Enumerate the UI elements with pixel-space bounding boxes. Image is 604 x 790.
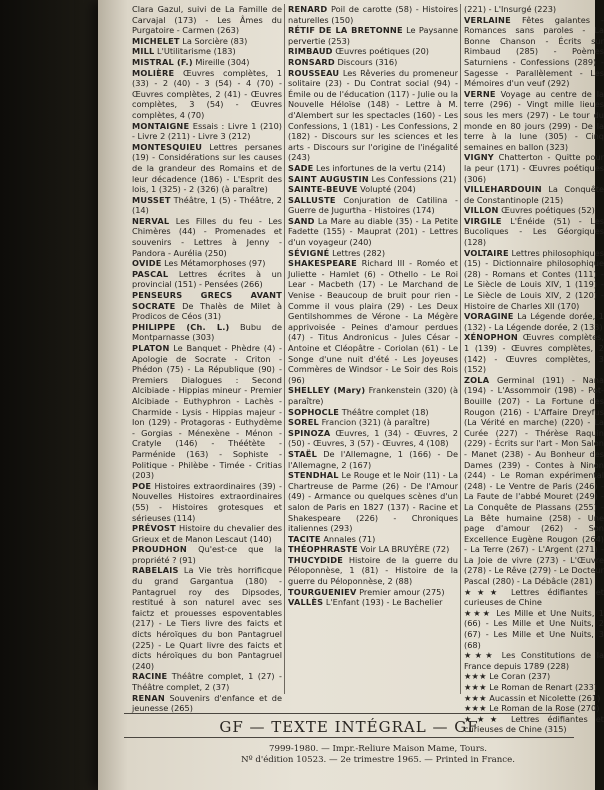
catalogue-entry <box>288 385 458 406</box>
entry-titles: Les Métamorphoses (97) <box>164 258 266 269</box>
imprint-line: Nº d'édition 10523. — 2e trimestre 1965. — Printed in France. <box>241 755 515 765</box>
entry-author: THÉOPHRASTE <box>288 544 358 555</box>
entry-titles: Le Coran (237) <box>489 671 551 682</box>
entry-titles: Mireille (304) <box>195 56 250 67</box>
entry-titles: Conjuration de Catilina - Guerre de Jugurtha - Histoires (174) <box>288 194 458 216</box>
entry-author: VALLÈS <box>288 597 324 608</box>
entry-titles: Œuvres poétiques (52) <box>501 205 595 216</box>
entry-titles: De Thalès de Milet à Prodicos de Céos (31) <box>132 300 283 322</box>
entry-titles: La Vie très horrificque du grand Gargantua (180) - Pantagruel roy des Dipsodes, restitué à son naturel avec ses faictz et prouesses espoventables (217) - Le Tiers livre des faicts et dicts héroïques du bon Pantagruel (225) - Le Quart livre des faicts et dicts héroïques du bon Pantagruel (240) <box>132 565 283 671</box>
entry-author: ★★★ <box>464 692 487 703</box>
entry-titles: Bubu de Montparnasse (303) <box>132 321 282 343</box>
entry-author: SHAKESPEARE <box>288 258 357 269</box>
entry-titles: Le Banquet - Phèdre (4) - Apologie de Socrate - Criton - Phédon (75) - La République (90) - Premiers Dialogues : Second Alcibiade - Hippias mineur - Premier Alcibiade - Euthyphron - Lachès - Charmide - Lysis - Hippias majeur - Ion (129) - Protagoras - Euthydème - Gorgias - Ménexène - Ménon - Cratyle (146) - Théétète - Parménide (163) - Sophiste - Politique - Philèbe - Timée - Critias (203) <box>132 343 282 481</box>
entry-author: ★★★ <box>464 650 496 661</box>
entry-titles: La Sorcière (83) <box>182 35 248 46</box>
entry-author: RENAN <box>132 692 165 703</box>
catalogue-entry <box>288 248 458 259</box>
catalogue-entry <box>464 587 604 608</box>
entry-author: ★★★ <box>464 682 487 692</box>
entry-author: ★★★ <box>464 703 487 714</box>
book-page <box>98 0 604 790</box>
entry-author: SÉVIGNÉ <box>288 247 330 258</box>
entry-author: ★★★ <box>464 586 503 597</box>
entry-author: PROUDHON <box>132 544 187 555</box>
entry-author: VILLEHARDOUIN <box>464 184 542 195</box>
entry-author: SAINT AUGUSTIN <box>288 173 369 184</box>
entry-titles: La Conquête de Constantinople (215) <box>464 184 604 205</box>
entry-author: SAINTE-BEUVE <box>288 184 358 195</box>
catalogue-entry <box>288 68 458 163</box>
entry-titles: Frankenstein (320) (à paraître) <box>288 385 458 406</box>
entry-titles: Essais : Livre 1 (210) - Livre 2 (211) - Livre 3 (212) <box>132 120 282 142</box>
entry-titles: L'Utilitarisme (183) <box>157 46 236 57</box>
entry-titles: De l'Allemagne, 1 (166) - De l'Allemagne, 2 (167) <box>288 448 458 470</box>
catalogue-entry <box>132 68 282 121</box>
catalogue-column-3 <box>464 4 604 735</box>
imprint <box>188 744 568 766</box>
catalogue-entry <box>288 4 458 25</box>
entry-titles: Poil de carotte (58) - Histoires naturelles (150) <box>288 4 458 25</box>
entry-titles: Le Rouge et le Noir (11) - La Chartreuse de Parme (26) - De l'Amour (49) - Armance ou quelques scènes d'un salon de Paris en 1827 (137) - Racine et Shakespeare (226) - Chroniques italiennes (293) <box>288 470 458 534</box>
column-divider <box>284 4 285 694</box>
catalogue-entry <box>288 534 458 545</box>
entry-author: MISTRAL (F.) <box>132 56 193 67</box>
entry-titles: Lettres persanes (19) - Considérations sur les causes de la grandeur des Romains et de leur décadence (186) - L'Esprit des lois, 1 (325) - 2 (326) (à paraître) <box>132 141 282 195</box>
entry-author: SALLUSTE <box>288 194 336 205</box>
catalogue-entry <box>464 205 604 216</box>
entry-titles: Annales (71) <box>323 533 376 544</box>
entry-titles: La Légende dorée, 1 (132) - La Légende dorée, 2 (133) <box>464 311 604 332</box>
entry-titles: Lettres édifiantes et curieuses de Chine (315) <box>464 713 604 735</box>
entry-titles: Lettres philosophiques (15) - Dictionnaire philosophique (28) - Romans et Contes (111) - Le Siècle de Louis XIV, 1 (119) - Le Siècle de Louis XIV, 2 (120) - Histoire de Charles XII (170) <box>464 247 604 311</box>
entry-author: VORAGINE <box>464 311 514 322</box>
entry-author: RONSARD <box>288 56 335 67</box>
entry-author: RENARD <box>288 4 328 14</box>
entry-titles: Le Paysanne pervertie (253) <box>288 25 458 46</box>
entry-titles: Le Roman de Renart (233) <box>489 682 598 692</box>
catalogue-entry <box>132 290 282 322</box>
entry-titles: Les Constitutions de la France depuis 1789 (228) <box>464 650 604 671</box>
catalogue-entry <box>132 142 282 195</box>
entry-author: PLATON <box>132 343 170 353</box>
catalogue-entry <box>132 565 282 671</box>
entry-titles: Voir LA BRUYÈRE (72) <box>360 544 450 555</box>
catalogue-entry <box>464 311 604 332</box>
entry-titles: Richard III - Roméo et Juliette - Hamlet (6) - Othello - Le Roi Lear - Macbeth (17) - Le Marchand de Venise - Beaucoup de bruit pour rien - Comme il vous plaira (29) - Les Deux Gentilshommes de Vérone - La Mégère apprivoisée - Peines d'amour perdues (47) - Titus Andronicus - Jules César - Antoine et Cléopâtre - Coriolan (61) - Le Songe d'une nuit d'été - Les Joyeuses Commères de Windsor - Le Soir des Rois (96) <box>288 258 458 385</box>
entry-titles: Théâtre complet (18) <box>341 406 429 417</box>
catalogue-entry <box>132 46 282 57</box>
entry-author: MUSSET <box>132 194 171 205</box>
catalogue-entry <box>132 36 282 47</box>
catalogue-column-1 <box>132 4 283 714</box>
entry-author: SAND <box>288 215 315 226</box>
catalogue-entry <box>132 57 282 68</box>
entry-author: MILL <box>132 46 155 57</box>
entry-author: THUCYDIDE <box>288 554 344 565</box>
catalogue-column-2 <box>288 4 458 694</box>
entry-titles: Œuvres, 1 (34) - Œuvres, 2 (50) - Œuvres, 3 (57) - Œuvres, 4 (108) <box>288 427 458 449</box>
entry-author: STENDHAL <box>288 470 339 481</box>
entry-titles: Théâtre complet, 1 (27) - Théâtre complet, 2 (37) <box>132 671 282 692</box>
entry-titles: Clara Gazul, suivi de La Famille de Carvajal (173) - Les Âmes du Purgatoire - Carmen (263) <box>132 4 282 36</box>
entry-author: PHILIPPE (Ch. L.) <box>132 321 230 332</box>
catalogue-entry <box>288 258 458 385</box>
catalogue-entry <box>288 57 458 68</box>
entry-author: RIMBAUD <box>288 46 333 57</box>
catalogue-entry <box>464 608 604 650</box>
catalogue-entry <box>132 4 282 36</box>
catalogue-entry <box>132 671 282 692</box>
entry-author: STAËL <box>288 448 317 459</box>
entry-author: VERLAINE <box>464 14 511 25</box>
catalogue-entry <box>464 216 604 248</box>
catalogue-entry <box>288 46 458 57</box>
footer-rule-bottom <box>124 737 574 738</box>
entry-titles: La Mare au diable (35) - La Petite Fadette (155) - Mauprat (201) - Lettres d'un voyageur (240) <box>288 215 458 248</box>
catalogue-entry <box>464 650 604 671</box>
entry-author: VIRGILE <box>464 215 502 226</box>
catalogue-entry <box>288 449 458 470</box>
entry-titles: Lettres édifiantes et curieuses de Chine <box>464 586 604 608</box>
entry-author: SHELLEY (Mary) <box>288 385 366 396</box>
entry-author: TACITE <box>288 533 321 544</box>
catalogue-entry <box>288 407 458 418</box>
catalogue-entry <box>288 555 458 587</box>
catalogue-entry <box>132 544 282 565</box>
catalogue-entry <box>464 4 604 15</box>
catalogue-entry <box>464 693 604 704</box>
entry-author: PRÉVOST <box>132 523 176 534</box>
catalogue-entry <box>288 428 458 449</box>
entry-titles: Les Confessions (21) <box>371 173 457 184</box>
imprint-line: 7999-1980. — Impr.-Reliure Maison Mame, Tours. <box>269 744 487 754</box>
entry-author: OVIDE <box>132 258 162 269</box>
catalogue-entry <box>464 248 604 312</box>
entry-author: POE <box>132 480 152 491</box>
entry-author: SOPHOCLE <box>288 406 340 417</box>
catalogue-entry <box>288 25 458 46</box>
catalogue-entry <box>464 682 604 693</box>
catalogue-entry <box>288 195 458 216</box>
entry-titles: Fêtes galantes - Romances sans paroles - La Bonne Chanson - Écrits sur Rimbaud (285) - Poèmes Saturniens - Confessions (289) - Sagesse - Parallèlement - Les Mémoires d'un veuf (292) <box>464 14 604 89</box>
catalogue-entry <box>132 216 282 258</box>
catalogue-entry <box>288 417 458 428</box>
entry-author: XÉNOPHON <box>464 332 518 343</box>
entry-author: VOLTAIRE <box>464 247 509 258</box>
catalogue-entry <box>464 89 604 153</box>
entry-author: RABELAIS <box>132 565 179 576</box>
entry-author: VERNE <box>464 88 496 99</box>
entry-titles: Premier amour (275) <box>359 586 445 597</box>
entry-titles: L'Énéide (51) - Les Bucoliques - Les Géorgiques (128) <box>464 215 604 248</box>
catalogue-entry <box>288 597 458 608</box>
entry-titles: Chatterton - Quitte pour la peur (171) - Œuvres poétiques (306) <box>464 152 604 184</box>
entry-titles: Qu'est-ce que la propriété ? (91) <box>132 544 282 565</box>
entry-titles: (221) - L'Insurgé (223) <box>464 4 557 14</box>
catalogue-entry <box>132 322 282 343</box>
entry-author: ROUSSEAU <box>288 67 340 78</box>
catalogue-entry <box>132 481 282 523</box>
entry-author: VILLON <box>464 205 499 216</box>
entry-author: MONTESQUIEU <box>132 141 203 152</box>
entry-titles: Les Mille et Une Nuits, 1 (66) - Les Mille et Une Nuits, 2 (67) - Les Mille et Une Nuits, 3 (68) <box>464 607 604 650</box>
entry-author: MICHELET <box>132 35 180 46</box>
entry-titles: Lettres (282) <box>332 247 386 258</box>
entry-titles: Les Rêveries du promeneur solitaire (23) - Du Contrat social (94) - Émile ou de l'éducation (117) - Julie ou la Nouvelle Héloïse (148) - Lettre à M. d'Alembert sur les spectacles (160) - Les Confessions, 1 (181) - Les Confessions, 2 (182) - Discours sur les sciences et les arts - Discours sur l'origine de l'inégalité (243) <box>288 67 458 163</box>
entry-titles: Œuvres poétiques (20) <box>335 46 429 57</box>
entry-author: ★★★ <box>464 713 503 724</box>
entry-author: VIGNY <box>464 152 494 163</box>
entry-author: MOLIÈRE <box>132 67 175 78</box>
entry-author: SADE <box>288 162 314 173</box>
entry-author: PENSEURS GRECS AVANT SOCRATE <box>132 290 282 311</box>
catalogue-entry <box>464 152 604 184</box>
entry-titles: Histoire du chevalier des Grieux et de Manon Lescaut (140) <box>132 523 282 544</box>
catalogue-entry <box>132 343 282 481</box>
catalogue-entry <box>132 121 282 142</box>
entry-titles: Les Filles du feu - Les Chimères (44) - Promenades et souvenirs - Lettres à Jenny - Pandora - Aurélia (250) <box>132 215 282 258</box>
catalogue-entry <box>288 544 458 555</box>
catalogue-entry <box>464 184 604 205</box>
entry-titles: Le Roman de la Rose (270) <box>489 703 600 714</box>
entry-author: ZOLA <box>464 374 490 385</box>
entry-titles: Histoire de la guerre du Péloponnèse, 1 (81) - Histoire de la guerre du Péloponnèse, 2 (88) <box>288 554 458 587</box>
entry-titles: L'Enfant (193) - Le Bachelier <box>325 597 443 608</box>
entry-author: TOURGUENIEV <box>288 586 357 597</box>
catalogue-entry <box>132 258 282 269</box>
entry-titles: Germinal (191) - Nana (194) - L'Assommoir (198) - Pot-Bouille (207) - La Fortune des Rougon (216) - L'Affaire Dreyfus (La Vérité en marche) (220) - La Curée (227) - Thérèse Raquin (229) - Écrits sur l'art - Mon Salon - Manet (238) - Au Bonheur des Dames (239) - Contes à Ninon (244) - Le Roman expérimental (248) - Le Ventre de Paris (246) - La Faute de l'abbé Mouret (249) - La Conquête de Plassans (255) - La Bête humaine (258) - Une page d'amour (262) - Son Excellence Eugène Rougon (264) - La Terre (267) - L'Argent (271) - La Joie de vivre (273) - L'Œuvre (278) - Le Rêve (279) - Le Docteur Pascal (280) - La Débâcle (281) <box>464 374 604 587</box>
entry-author: NERVAL <box>132 215 170 226</box>
catalogue-entry <box>132 195 282 216</box>
entry-titles: Œuvres complètes, 1 (33) - 2 (40) - 3 (54) - 4 (70) - Œuvres complètes, 2 (41) - Œuvres complètes, 3 (54) - Œuvres complètes, 4 (70) <box>132 67 283 120</box>
entry-titles: Œuvres complètes, 1 (139) - Œuvres complètes, 2 (142) - Œuvres complètes, 3 (152) <box>464 332 604 375</box>
catalogue-entry <box>464 375 604 587</box>
entry-titles: Discours (316) <box>337 56 398 67</box>
footer-rule-top <box>124 713 574 714</box>
entry-titles: Histoires extraordinaires (39) - Nouvelles Histoires extraordinaires (55) - Histoires grotesques et sérieuses (114) <box>132 480 282 523</box>
entry-author: RÉTIF DE LA BRETONNE <box>288 25 403 36</box>
entry-author: SOREL <box>288 417 319 428</box>
entry-author: PASCAL <box>132 268 169 279</box>
catalogue-entry <box>288 216 458 248</box>
catalogue-entry <box>288 587 458 598</box>
catalogue-entry <box>464 671 604 682</box>
entry-author: ★★★ <box>464 671 487 682</box>
entry-author: SPINOZA <box>288 427 331 438</box>
catalogue-entry <box>288 163 458 174</box>
entry-titles: Souvenirs d'enfance et de jeunesse (265) <box>132 692 283 714</box>
catalogue-entry <box>132 693 282 714</box>
catalogue-entry <box>464 15 604 89</box>
catalogue-entry <box>132 269 282 290</box>
series-title: GF — TEXTE INTÉGRAL — GF <box>219 718 479 736</box>
entry-titles: Lettres écrites à un provincial (151) - Pensées (266) <box>132 268 282 290</box>
column-divider <box>460 4 461 694</box>
entry-titles: Voyage au centre de la terre (296) - Vingt mille lieues sous les mers (297) - Le tour du monde en 80 jours (299) - De la terre à la lune (305) - Cinq semaines en ballon (323) <box>464 88 604 152</box>
catalogue-entry <box>288 470 458 534</box>
catalogue-entry <box>132 523 282 544</box>
entry-titles: Théâtre, 1 (5) - Théâtre, 2 (14) <box>132 194 283 216</box>
catalogue-entry <box>288 174 458 185</box>
entry-author: MONTAIGNE <box>132 120 190 131</box>
catalogue-entry <box>288 184 458 195</box>
entry-author: RACINE <box>132 671 168 682</box>
entry-titles: Francion (321) (à paraître) <box>321 417 430 428</box>
entry-titles: Les infortunes de la vertu (214) <box>316 162 446 173</box>
catalogue-entry <box>464 332 604 374</box>
entry-author: ★★★ <box>464 607 492 618</box>
entry-titles: Volupté (204) <box>360 184 416 195</box>
entry-titles: Aucassin et Nicolette (261) <box>489 692 601 703</box>
